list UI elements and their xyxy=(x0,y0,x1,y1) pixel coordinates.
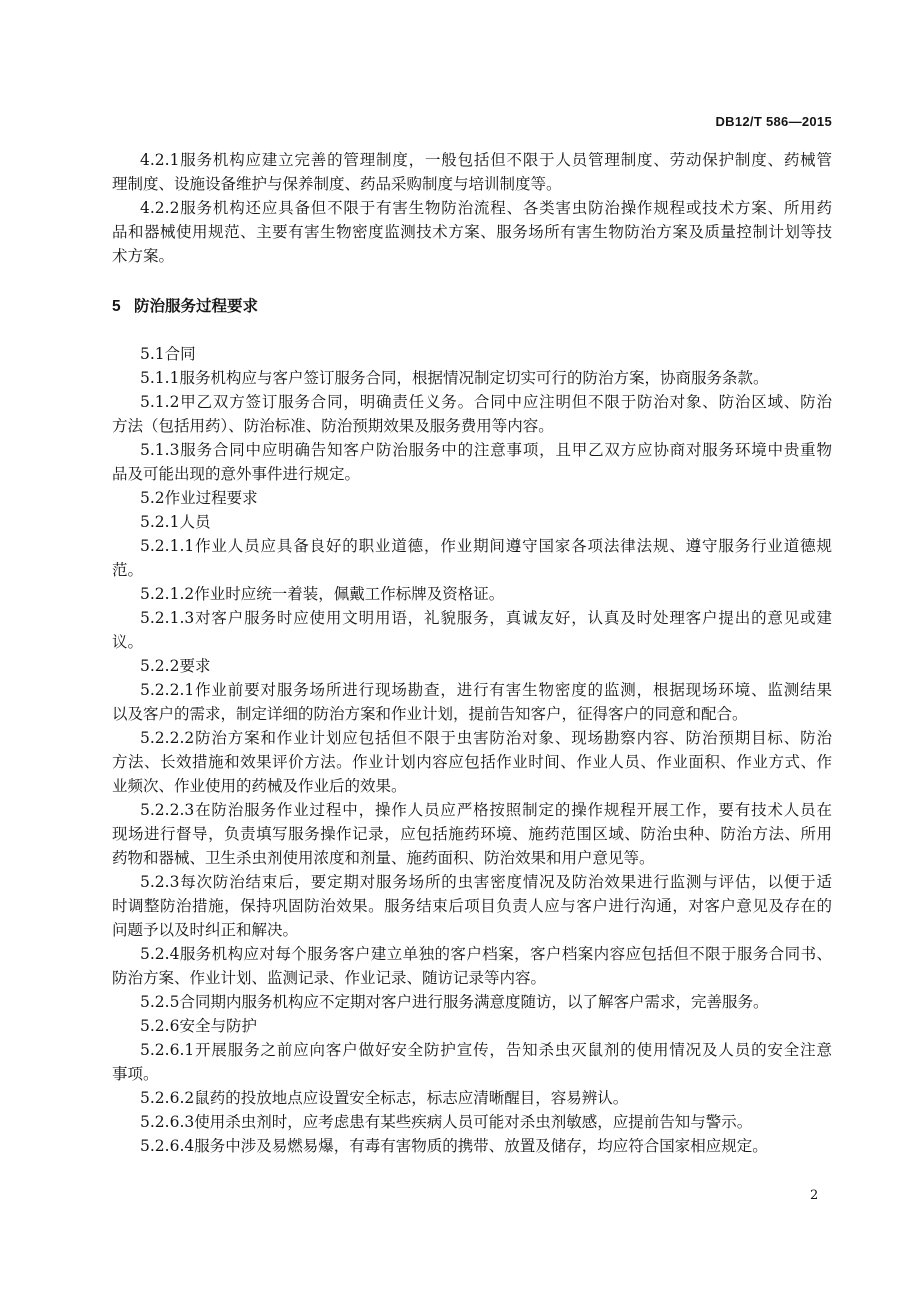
paragraph xyxy=(112,582,832,606)
paragraph xyxy=(112,990,832,1014)
paragraph xyxy=(112,942,832,990)
document-code-header: DB12/T 586—2015 xyxy=(715,114,832,129)
paragraph xyxy=(112,1038,832,1086)
paragraph-line: 防治方案、作业计划、监测记录、作业记录、随访记录等内容。 xyxy=(112,969,547,987)
paragraph xyxy=(112,798,832,870)
paragraph-line: 5.2.1人员 xyxy=(140,513,211,531)
paragraph-line: 时调整防治措施，保持巩固防治效果。服务结束后项目负责人应与客户进行沟通，对客户意见及存在的 xyxy=(112,897,832,915)
paragraph-line: 5.2作业过程要求 xyxy=(140,489,258,507)
paragraph xyxy=(112,1086,832,1110)
page-number: 2 xyxy=(810,1188,819,1203)
paragraph xyxy=(112,1014,832,1038)
paragraph xyxy=(112,390,832,438)
section-4-body xyxy=(112,148,832,268)
paragraph-line: 5.2.1.2作业时应统一着装，佩戴工作标牌及资格证。 xyxy=(140,585,505,603)
paragraph-line: 5.2.2要求 xyxy=(140,657,211,675)
paragraph-line: 议。 xyxy=(112,633,144,651)
paragraph-line: 5.2.4服务机构应对每个服务客户建立单独的客户档案，客户档案内容应包括但不限于服务合同书、 xyxy=(140,945,832,963)
section-5-body xyxy=(112,342,832,1158)
paragraph-line: 5.1.2甲乙双方签订服务合同，明确责任义务。合同中应注明但不限于防治对象、防治区域、防治 xyxy=(140,393,832,411)
paragraph xyxy=(112,486,832,510)
paragraph-line: 5.2.1.3对客户服务时应使用文明用语，礼貌服务，真诚友好，认真及时处理客户提出的意见或建 xyxy=(140,609,832,627)
paragraph-line: 4.2.2服务机构还应具备但不限于有害生物防治流程、各类害虫防治操作规程或技术方案、所用药 xyxy=(140,199,832,217)
paragraph-line: 5.2.2.2防治方案和作业计划应包括但不限于虫害防治对象、现场勘察内容、防治预期目标、防治 xyxy=(140,729,832,747)
paragraph-line: 5.1合同 xyxy=(140,345,196,363)
paragraph-line: 5.2.6.2鼠药的投放地点应设置安全标志，标志应清晰醒目，容易辨认。 xyxy=(140,1089,629,1107)
paragraph-line: 5.2.6.1开展服务之前应向客户做好安全防护宣传，告知杀虫灭鼠剂的使用情况及人员的安全注意 xyxy=(140,1041,832,1059)
paragraph-line: 方法（包括用药）、防治标准、防治预期效果及服务费用等内容。 xyxy=(112,417,554,435)
paragraph xyxy=(112,342,832,366)
paragraph-line: 术方案。 xyxy=(112,247,175,265)
paragraph-line: 业频次、作业使用的药械及作业后的效果。 xyxy=(112,777,407,795)
paragraph-line: 5.1.3服务合同中应明确告知客户防治服务中的注意事项，且甲乙双方应协商对服务环境中贵重物 xyxy=(140,441,832,459)
paragraph xyxy=(112,534,832,582)
paragraph xyxy=(112,1110,832,1134)
paragraph-line: 5.2.6.3使用杀虫剂时，应考虑患有某些疾病人员可能对杀虫剂敏感，应提前告知与警示。 xyxy=(140,1113,753,1131)
paragraph-line: 药物和器械、卫生杀虫剂使用浓度和剂量、施药面积、防治效果和用户意见等。 xyxy=(112,849,655,867)
paragraph-line: 以及客户的需求，制定详细的防治方案和作业计划，提前告知客户，征得客户的同意和配合。 xyxy=(112,705,748,723)
section-5-heading-number: 5 xyxy=(112,298,121,315)
paragraph-line: 5.2.5合同期内服务机构应不定期对客户进行服务满意度随访，以了解客户需求，完善服务。 xyxy=(140,993,769,1011)
section-5-heading-title: 防治服务过程要求 xyxy=(134,298,259,315)
section-5-heading xyxy=(112,295,258,319)
paragraph-line: 事项。 xyxy=(112,1065,159,1083)
paragraph xyxy=(112,510,832,534)
paragraph xyxy=(112,678,832,726)
paragraph-line: 5.2.3每次防治结束后，要定期对服务场所的虫害密度情况及防治效果进行监测与评估，以便于适 xyxy=(140,873,832,891)
paragraph-line: 问题予以及时纠正和解决。 xyxy=(112,921,299,939)
paragraph xyxy=(112,870,832,942)
paragraph xyxy=(112,606,832,654)
paragraph-line: 品和器械使用规范、主要有害生物密度监测技术方案、服务场所有害生物防治方案及质量控制计划等技 xyxy=(112,223,832,241)
paragraph-line: 范。 xyxy=(112,561,144,579)
paragraph-line: 现场进行督导，负责填写服务操作记录，应包括施药环境、施药范围区域、防治虫种、防治方法、所用 xyxy=(112,825,832,843)
paragraph-line: 5.1.1服务机构应与客户签订服务合同，根据情况制定切实可行的防治方案，协商服务条款。 xyxy=(140,369,769,387)
paragraph-line: 理制度、设施设备维护与保养制度、药品采购制度与培训制度等。 xyxy=(112,175,562,193)
paragraph xyxy=(112,654,832,678)
paragraph xyxy=(112,148,832,196)
paragraph xyxy=(112,366,832,390)
paragraph-line: 5.2.2.1作业前要对服务场所进行现场勘查，进行有害生物密度的监测，根据现场环境、监测结果 xyxy=(140,681,832,699)
paragraph xyxy=(112,726,832,798)
paragraph xyxy=(112,196,832,268)
paragraph-line: 5.2.6安全与防护 xyxy=(140,1017,257,1035)
paragraph-line: 品及可能出现的意外事件进行规定。 xyxy=(112,465,361,483)
paragraph xyxy=(112,1134,832,1158)
paragraph-line: 5.2.2.3在防治服务作业过程中，操作人员应严格按照制定的操作规程开展工作，要有技术人员在 xyxy=(140,801,832,819)
paragraph xyxy=(112,438,832,486)
paragraph-line: 5.2.6.4服务中涉及易燃易爆，有毒有害物质的携带、放置及储存，均应符合国家相应规定。 xyxy=(140,1137,768,1155)
paragraph-line: 方法、长效措施和效果评价方法。作业计划内容应包括作业时间、作业人员、作业面积、作业方式、作 xyxy=(112,753,832,771)
paragraph-line: 4.2.1服务机构应建立完善的管理制度，一般包括但不限于人员管理制度、劳动保护制度、药械管 xyxy=(140,151,832,169)
paragraph-line: 5.2.1.1作业人员应具备良好的职业道德，作业期间遵守国家各项法律法规、遵守服务行业道德规 xyxy=(140,537,832,555)
